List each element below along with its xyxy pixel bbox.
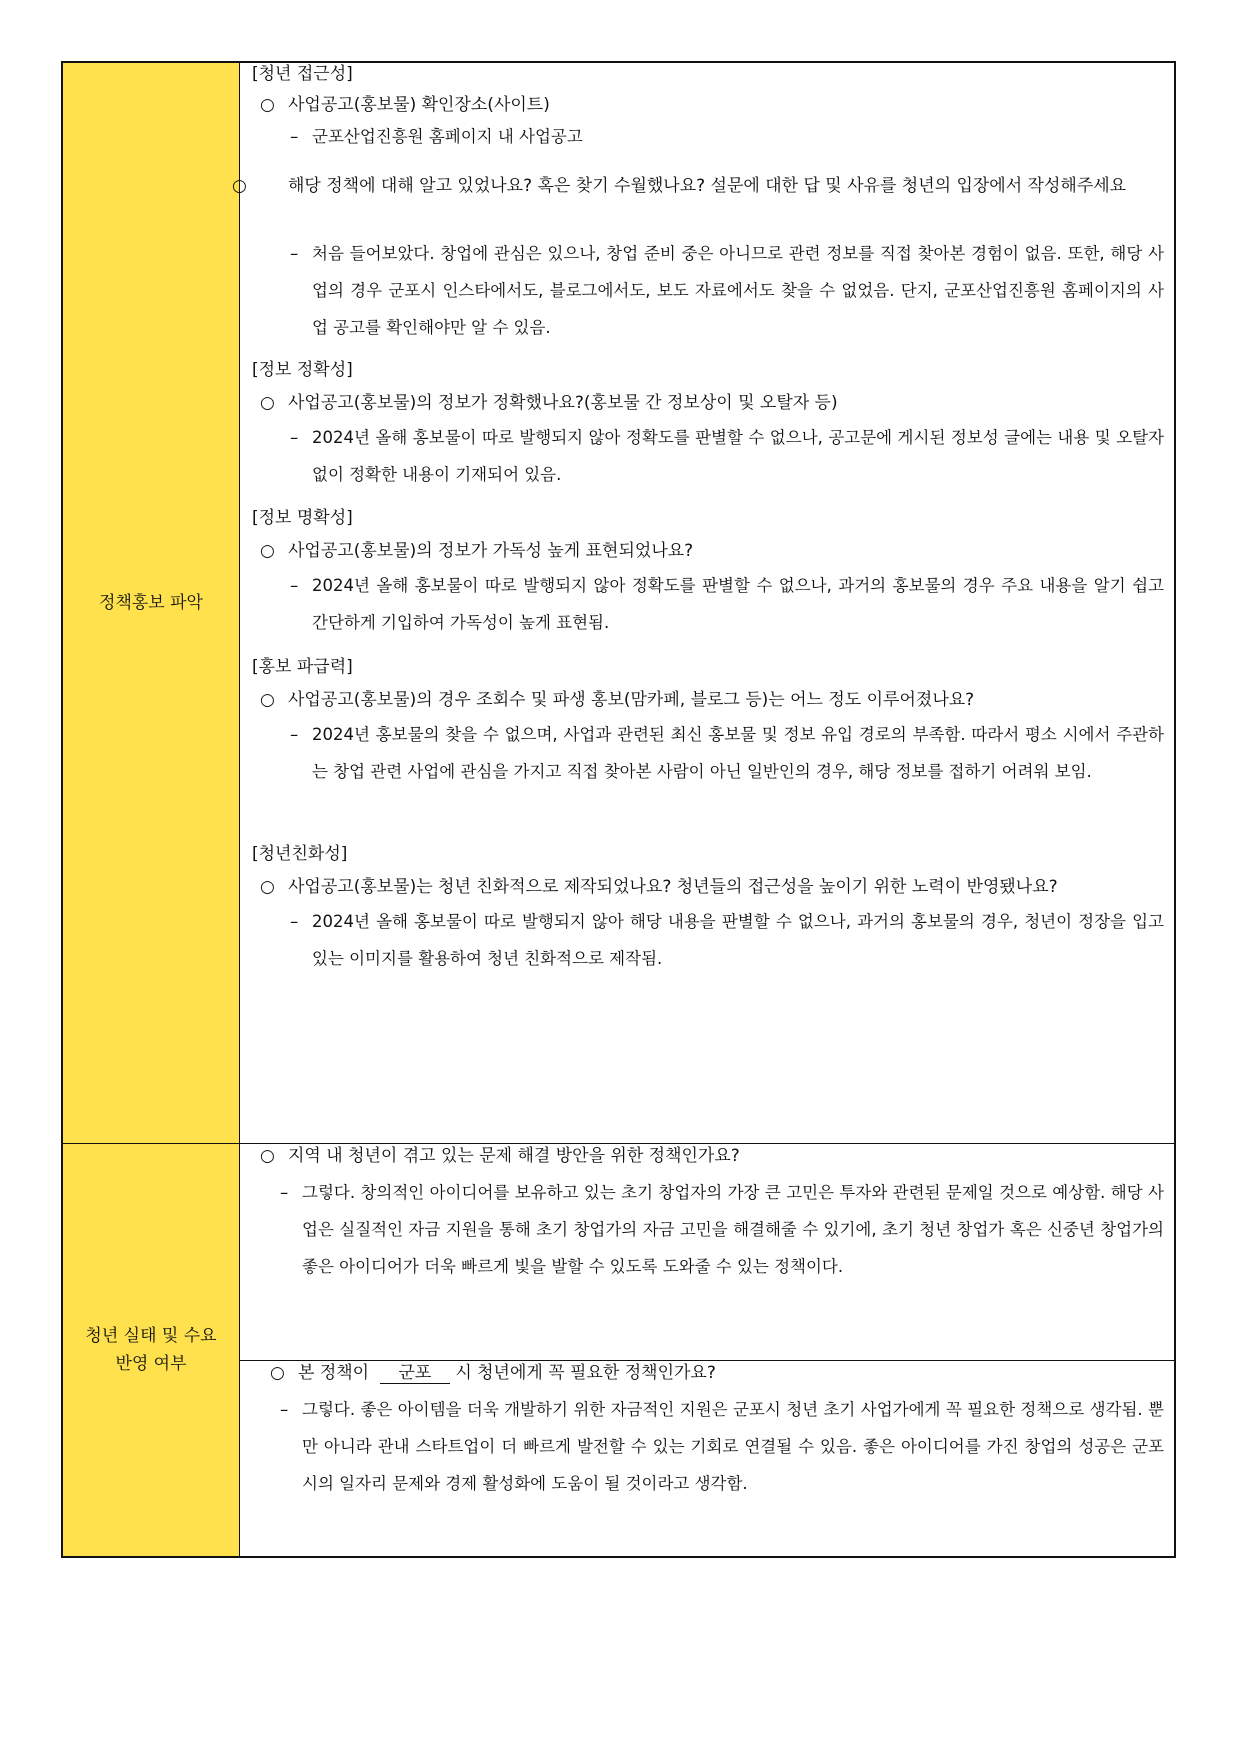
answer-item bbox=[290, 567, 1164, 641]
dash-bullet-icon: – bbox=[290, 725, 299, 744]
answer-text: 그렇다. 좋은 아이템을 더욱 개발하기 위한 자금적인 지원은 군포시 청년 초기 사업가에게 꼭 필요한 정책으로 생각됨. 뿐만 아니라 관내 스타트업이 더 빠르게 발전할 수 있는 기회로 연결될 수 있음. 좋은 아이디어를 가진 창업의 성공은 군포시의 일자리 문제와 경제 활성화에 도움이 될 것이라고 생각함. bbox=[302, 1400, 1164, 1493]
question-item bbox=[260, 533, 1164, 570]
dash-bullet-icon: – bbox=[280, 1183, 289, 1202]
question-item bbox=[260, 869, 1164, 906]
answer-item bbox=[280, 1391, 1164, 1502]
row-label-youth-needs bbox=[63, 1143, 240, 1556]
section-heading-youth-accessibility: [청년 접근성] bbox=[252, 64, 353, 84]
answer-item bbox=[290, 903, 1164, 977]
section-heading-info-accuracy: [정보 정확성] bbox=[252, 360, 353, 380]
city-necessity-content bbox=[240, 1360, 1174, 1556]
row-label-line2: 반영 여부 bbox=[115, 1354, 187, 1374]
answer-item bbox=[280, 1174, 1164, 1285]
question-item bbox=[260, 385, 1164, 422]
answer-item bbox=[290, 235, 1164, 346]
section-heading-info-clarity: [정보 명확성] bbox=[252, 508, 353, 528]
question-text: 사업공고(홍보물)는 청년 친화적으로 제작되었나요? 청년들의 접근성을 높이기 위한 노력이 반영됐나요? bbox=[288, 877, 1058, 897]
circle-bullet-icon: ○ bbox=[270, 1363, 285, 1383]
answer-text: 처음 들어보았다. 창업에 관심은 있으나, 창업 준비 중은 아니므로 관련 정보를 직접 찾아본 경험이 없음. 또한, 해당 사업의 경우 군포시 인스타에서도, 블로그에서도, 보도 자료에서도 찾을 수 없었음. 단지, 군포산업진흥원 홈페이지의 사업 공고를 확인해야만 알 수 있음. bbox=[312, 244, 1164, 337]
answer-item bbox=[290, 419, 1164, 493]
question-text: 사업공고(홍보물)의 경우 조회수 및 파생 홍보(맘카페, 블로그 등)는 어느 정도 이루어졌나요? bbox=[288, 690, 975, 710]
row-label-line1: 청년 실태 및 수요 bbox=[85, 1326, 217, 1346]
circle-bullet-icon: ○ bbox=[260, 690, 275, 710]
answer-text: 2024년 홍보물의 찾을 수 없으며, 사업과 관련된 최신 홍보물 및 정보 유입 경로의 부족함. 따라서 평소 시에서 주관하는 창업 관련 사업에 관심을 가지고 직접 찾아본 사람이 아닌 일반인의 경우, 해당 정보를 접하기 어려워 보임. bbox=[312, 725, 1164, 781]
answer-text: 2024년 올해 홍보물이 따로 발행되지 않아 정확도를 판별할 수 없으나, 공고문에 게시된 정보성 글에는 내용 및 오탈자 없이 정확한 내용이 기재되어 있음. bbox=[312, 428, 1164, 484]
answer-item bbox=[290, 716, 1164, 790]
answer-text: 2024년 올해 홍보물이 따로 발행되지 않아 해당 내용을 판별할 수 없으나, 과거의 홍보물의 경우, 청년이 정장을 입고 있는 이미지를 활용하여 청년 친화적으로 제작됨. bbox=[312, 912, 1164, 968]
section-heading-promotion-reach: [홍보 파급력] bbox=[252, 657, 353, 677]
answer-text: 군포산업진흥원 홈페이지 내 사업공고 bbox=[312, 127, 583, 146]
question-item bbox=[260, 1138, 1164, 1175]
question-text: 지역 내 청년이 겪고 있는 문제 해결 방안을 위한 정책인가요? bbox=[288, 1146, 740, 1166]
dash-bullet-icon: – bbox=[290, 127, 299, 146]
row-label-policy-promotion bbox=[63, 63, 240, 1143]
answer-item bbox=[290, 118, 1164, 155]
question-text: 사업공고(홍보물) 확인장소(사이트) bbox=[288, 95, 550, 115]
question-item bbox=[270, 1355, 1164, 1392]
city-name-blank: 군포 bbox=[380, 1363, 450, 1384]
question-item bbox=[260, 682, 1164, 719]
answer-text: 그렇다. 창의적인 아이디어를 보유하고 있는 초기 창업자의 가장 큰 고민은 투자와 관련된 문제일 것으로 예상함. 해당 사업은 실질적인 자금 지원을 통해 초기 창업가의 자금 고민을 해결해줄 수 있기에, 초기 청년 창업가 혹은 신중년 창업가의 좋은 아이디어가 더욱 빠르게 빛을 발할 수 있도록 도와줄 수 있는 정책이다. bbox=[302, 1183, 1164, 1276]
circle-bullet-icon: ○ bbox=[260, 877, 275, 897]
circle-bullet-icon: ○ bbox=[232, 176, 247, 196]
dash-bullet-icon: – bbox=[290, 912, 299, 931]
dash-bullet-icon: – bbox=[290, 428, 299, 447]
circle-bullet-icon: ○ bbox=[260, 1146, 275, 1166]
question-item bbox=[232, 168, 1164, 205]
question-text: 사업공고(홍보물)의 정보가 정확했나요?(홍보물 간 정보상이 및 오탈자 등) bbox=[288, 393, 838, 413]
question-text: 사업공고(홍보물)의 정보가 가독성 높게 표현되었나요? bbox=[288, 541, 694, 561]
circle-bullet-icon: ○ bbox=[260, 393, 275, 413]
answer-text: 2024년 올해 홍보물이 따로 발행되지 않아 정확도를 판별할 수 없으나, 과거의 홍보물의 경우 주요 내용을 알기 쉽고 간단하게 기입하여 가독성이 높게 표현됨. bbox=[312, 576, 1164, 632]
dash-bullet-icon: – bbox=[280, 1400, 289, 1419]
circle-bullet-icon: ○ bbox=[260, 541, 275, 561]
question-text: 해당 정책에 대해 알고 있었나요? 혹은 찾기 수월했나요? 설문에 대한 답 및 사유를 청년의 입장에서 작성해주세요 bbox=[288, 176, 1127, 196]
youth-problem-solving-content bbox=[240, 1143, 1174, 1360]
question-prefix: 본 정책이 bbox=[298, 1363, 370, 1383]
circle-bullet-icon: ○ bbox=[260, 95, 275, 115]
row-label-text: 정책홍보 파악 bbox=[99, 593, 203, 613]
dash-bullet-icon: – bbox=[290, 244, 299, 263]
dash-bullet-icon: – bbox=[290, 576, 299, 595]
section-heading-youth-friendliness: [청년친화성] bbox=[252, 844, 348, 864]
evaluation-table bbox=[61, 61, 1176, 1558]
question-suffix: 시 청년에게 꼭 필요한 정책인가요? bbox=[455, 1363, 716, 1383]
policy-promotion-content bbox=[232, 63, 1174, 1143]
